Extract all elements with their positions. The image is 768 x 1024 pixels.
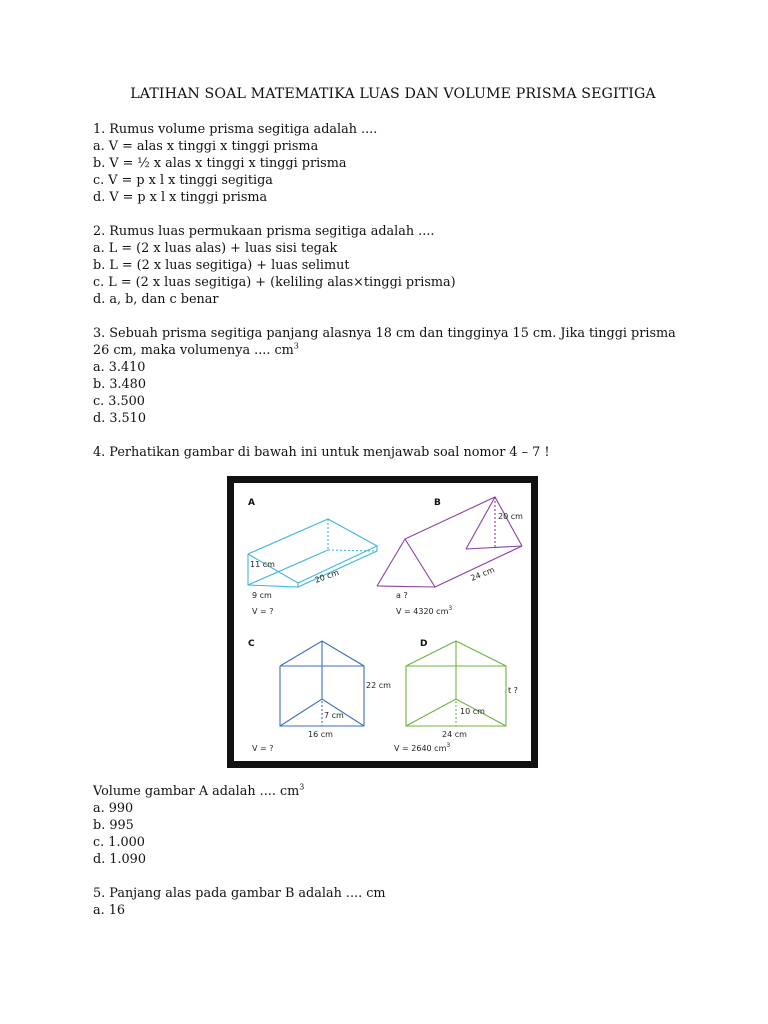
option-b: b. V = ½ x alas x tinggi x tinggi prisma <box>93 156 347 171</box>
prism-b-label: B <box>434 498 441 508</box>
prism-c-height: 22 cm <box>366 681 391 690</box>
prism-b-edge <box>405 539 435 587</box>
prism-d <box>406 641 506 726</box>
prism-b-edge <box>466 546 522 549</box>
page-title: LATIHAN SOAL MATEMATIKA LUAS DAN VOLUME PRISMA SEGITIGA <box>130 86 656 102</box>
prism-c-volume: V = ? <box>252 744 274 753</box>
prism-a-base: 9 cm <box>252 591 272 600</box>
prism-d-height: t ? <box>508 686 518 695</box>
worksheet-page <box>93 86 693 919</box>
option-b: b. L = (2 x luas segitiga) + luas selimut <box>93 258 350 273</box>
prism-b-volume: V = 4320 $cm^3$ <box>396 605 453 616</box>
question-2 <box>93 223 693 308</box>
question-4 <box>93 444 693 461</box>
prism-figure-inner <box>234 483 531 761</box>
option-d: d. a, b, dan c benar <box>93 292 219 307</box>
option-c: c. L = (2 x luas segitiga) + (keliling alas×tinggi prisma) <box>93 275 456 290</box>
option-a: a. 3.410 <box>93 360 146 375</box>
option-b: b. 995 <box>93 818 134 833</box>
option-a: a. V = alas x tinggi x tinggi prisma <box>93 139 319 154</box>
option-a: a. 16 <box>93 903 126 918</box>
option-d: d. 3.510 <box>93 411 146 426</box>
option-b: b. 3.480 <box>93 377 146 392</box>
question-text: 5. Panjang alas pada gambar B adalah .... cm <box>93 886 386 901</box>
prism-d-inner: 10 cm <box>460 707 485 716</box>
question-1 <box>93 121 693 206</box>
option-d: d. 1.090 <box>93 852 146 867</box>
option-d: d. V = p x l x tinggi prisma <box>93 190 268 205</box>
question-text-line-2: 26 cm, maka volumenya .... $cm^3$ <box>93 341 299 358</box>
prism-b-edge <box>435 546 522 587</box>
question-text: 4. Perhatikan gambar di bawah ini untuk menjawab soal nomor 4 – 7 ! <box>93 445 550 460</box>
prism-a-label: A <box>248 498 255 508</box>
prism-a-height: 11 cm <box>250 560 275 569</box>
prism-d-volume: V = 2640 $cm^3$ <box>394 742 451 753</box>
prism-a <box>248 519 377 587</box>
prism-a-volume: V = ? <box>252 607 274 616</box>
question-5 <box>93 885 693 919</box>
option-c: c. 3.500 <box>93 394 145 409</box>
option-c: c. V = p x l x tinggi segitiga <box>93 173 273 188</box>
prism-c <box>280 641 364 726</box>
prism-b-edge <box>377 586 435 587</box>
prism-a-length: 20 cm <box>313 567 341 585</box>
figure-wrap <box>93 476 693 770</box>
prism-c-inner: 7 cm <box>324 711 344 720</box>
prism-b-height: 20 cm <box>498 512 523 521</box>
question-4-volume <box>93 783 693 868</box>
prism-figure <box>227 476 538 768</box>
prism-c-label: C <box>248 639 255 649</box>
question-text: 2. Rumus luas permukaan prisma segitiga adalah .... <box>93 224 435 239</box>
question-text-line-1: 3. Sebuah prisma segitiga panjang alasnya 18 cm dan tingginya 15 cm. Jika tinggi prisma <box>93 326 676 341</box>
prism-a-hidden-edge <box>328 550 377 551</box>
prism-figure-svg <box>234 483 531 761</box>
question-text: Volume gambar A adalah .... $cm^3$ <box>93 782 305 799</box>
prism-d-base: 24 cm <box>442 730 467 739</box>
prism-d-label: D <box>420 639 428 649</box>
prism-b-edge <box>377 497 522 586</box>
option-a: a. 990 <box>93 801 134 816</box>
question-3 <box>93 325 693 427</box>
prism-b-edge <box>466 497 495 549</box>
prism-c-base: 16 cm <box>308 730 333 739</box>
option-a: a. L = (2 x luas alas) + luas sisi tegak <box>93 241 338 256</box>
question-text: 1. Rumus volume prisma segitiga adalah .... <box>93 122 378 137</box>
prism-b-length: 24 cm <box>469 565 496 583</box>
prism-b-base: a ? <box>396 591 408 600</box>
option-c: c. 1.000 <box>93 835 145 850</box>
prism-b <box>377 497 522 587</box>
